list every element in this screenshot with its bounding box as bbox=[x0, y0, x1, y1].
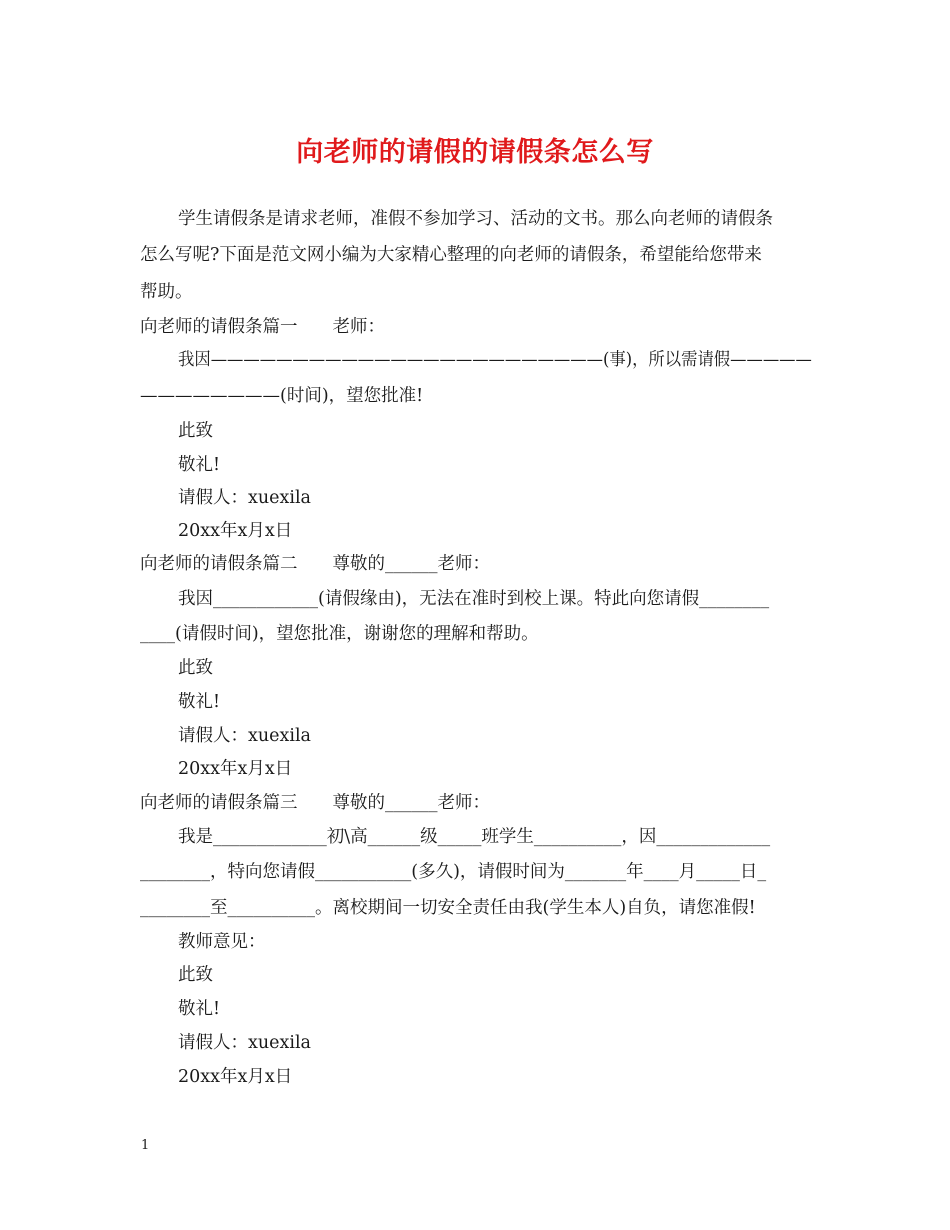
note1-closing-1: 此致 bbox=[178, 421, 213, 441]
note3-heading: 向老师的请假条篇三 尊敬的______老师： bbox=[140, 793, 490, 813]
intro-line-2: 怎么写呢?下面是范文网小编为大家精心整理的向老师的请假条，希望能给您带来 bbox=[140, 245, 762, 265]
note3-date: 20xx年x月x日 bbox=[178, 1067, 293, 1087]
note3-closing-2: 敬礼! bbox=[178, 999, 221, 1019]
note2-closing-2: 敬礼! bbox=[178, 692, 221, 712]
note2-closing-1: 此致 bbox=[178, 658, 213, 678]
note2-body-line-1: 我因____________(请假缘由)，无法在准时到校上课。特此向您请假________ bbox=[178, 589, 770, 609]
document-title: 向老师的请假的请假条怎么写 bbox=[296, 137, 654, 168]
page-number: 1 bbox=[141, 1138, 150, 1153]
note3-closing-1: 此致 bbox=[178, 965, 213, 985]
note1-body-line-2: ————————(时间)，望您批准! bbox=[140, 386, 424, 406]
note1-date: 20xx年x月x日 bbox=[178, 521, 293, 541]
intro-line-3: 帮助。 bbox=[140, 282, 193, 302]
note1-signer: 请假人：xuexila bbox=[178, 488, 311, 508]
note3-body-line-2: ________，特向您请假___________(多久)，请假时间为_______年____月_____日_ bbox=[140, 862, 767, 882]
note2-date: 20xx年x月x日 bbox=[178, 759, 293, 779]
note3-body-line-1: 我是_____________初\高______级_____班学生__________，因_____________ bbox=[178, 827, 771, 847]
note2-signer: 请假人：xuexila bbox=[178, 726, 311, 746]
note3-body-line-3: ________至__________。离校期间一切安全责任由我(学生本人)自负，请您准假! bbox=[140, 898, 756, 918]
intro-line-1: 学生请假条是请求老师，准假不参加学习、活动的文书。那么向老师的请假条 bbox=[178, 209, 773, 229]
note2-body-line-2: ____(请假时间)，望您批准，谢谢您的理解和帮助。 bbox=[140, 624, 539, 644]
note1-closing-2: 敬礼! bbox=[178, 455, 221, 475]
note2-heading: 向老师的请假条篇二 尊敬的______老师： bbox=[140, 554, 490, 574]
note1-heading: 向老师的请假条篇一 老师： bbox=[140, 317, 385, 337]
note3-teacher-opinion: 教师意见： bbox=[178, 932, 266, 952]
note3-signer: 请假人：xuexila bbox=[178, 1033, 311, 1053]
note1-body-line-1: 我因————————————————————————(事)，所以需请假————— bbox=[178, 350, 812, 370]
